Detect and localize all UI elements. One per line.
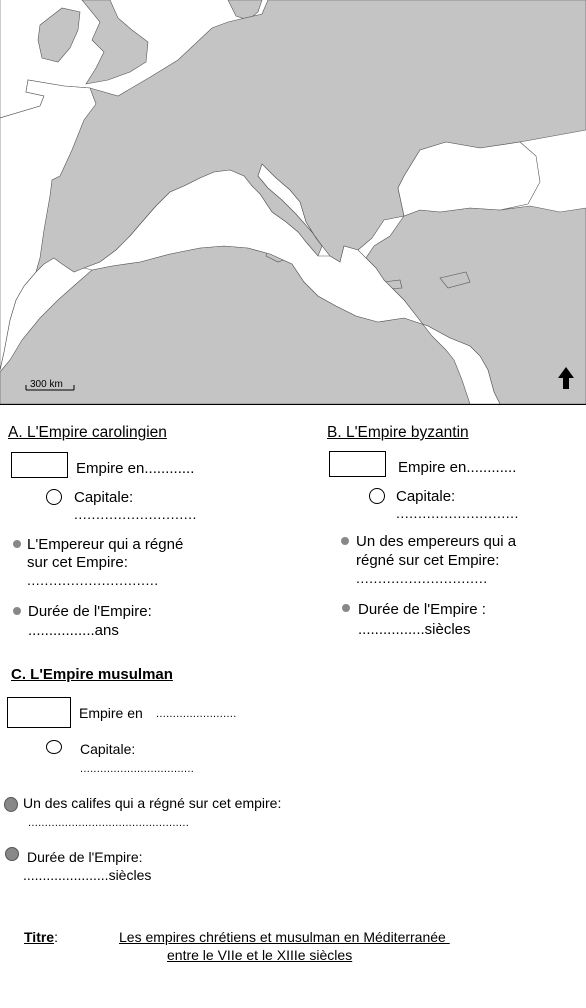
title-line2: entre le VIIe et le XIIIe siècles [167,947,353,963]
section-b-capital-circle [369,488,385,504]
section-b-duree-value[interactable]: ................siècles [358,621,471,638]
section-c-caliph: Un des califes qui a régné sur cet empire: [23,795,282,811]
section-b-bullet-duree [342,604,350,612]
section-c-caliph-dots[interactable]: ................................................ [28,817,190,829]
section-a-empire-box[interactable] [11,452,68,478]
section-b-capitale-label: Capitale: [396,488,456,505]
section-b-empire-box[interactable] [329,451,386,477]
mediterranean-map [0,0,586,405]
section-a-duree-value[interactable]: ................ans [28,622,119,639]
map-svg [0,0,586,404]
title-line1: Les empires chrétiens et musulman en Méditerranée [119,929,450,945]
section-a-duree-label: Durée de l'Empire: [28,603,152,620]
section-c-empire-en: Empire en [79,705,143,721]
title-colon: : [54,929,58,945]
section-a-capitale-dots[interactable]: ............................ [74,506,197,522]
section-b-capitale-dots[interactable]: ............................ [396,505,519,521]
scale-label: 300 km [30,379,63,390]
ireland-landmass [38,8,80,62]
section-a-emperor-line1: L'Empereur qui a régné [27,536,184,553]
section-a-emperor-dots[interactable]: .............................. [27,572,159,588]
section-a-capital-circle [46,489,62,505]
section-a-bullet-emperor [13,540,21,548]
section-b-bullet-emperor [341,537,349,545]
section-c-empire-box[interactable] [7,697,71,728]
section-a-empire-en: Empire en............ [76,460,195,477]
section-c-duree-label: Durée de l'Empire: [27,849,143,865]
section-a-capitale-label: Capitale: [74,489,134,506]
title-label-wrap [24,929,58,945]
section-c-duree-value[interactable]: ......................siècles [23,867,152,883]
section-a-heading: A. L'Empire carolingien [8,424,167,441]
section-c-capital-circle [46,740,62,754]
section-c-capitale-label: Capitale: [80,741,136,757]
black-sea [398,142,540,216]
section-c-empire-dots[interactable]: ........................ [156,708,237,720]
section-c-bullet-duree [5,847,19,861]
section-c-capitale-dots[interactable]: .................................. [80,763,195,775]
section-b-empire-en: Empire en............ [398,459,517,476]
section-a-emperor-line2: sur cet Empire: [27,554,128,571]
section-c-heading: C. L'Empire musulman [11,666,173,683]
section-a-bullet-duree [13,607,21,615]
section-b-duree-label: Durée de l'Empire : [358,601,486,618]
section-b-emperor-line2: régné sur cet Empire: [356,552,500,569]
section-b-heading: B. L'Empire byzantin [327,424,469,441]
section-c-bullet-caliph [4,797,18,812]
britain-landmass [82,0,148,84]
title-label: Titre [24,929,55,945]
section-b-emperor-line1: Un des empereurs qui a [356,533,517,550]
section-b-emperor-dots[interactable]: .............................. [356,570,488,586]
